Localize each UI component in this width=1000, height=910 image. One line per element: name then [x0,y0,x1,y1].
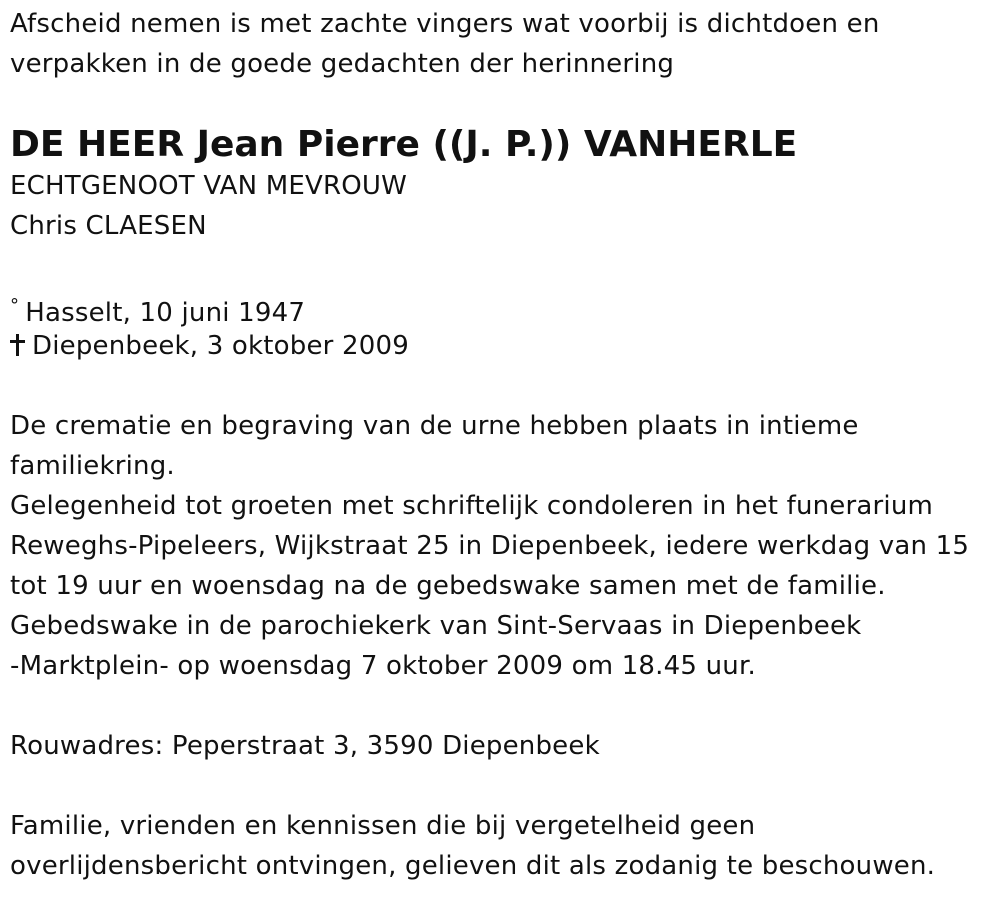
death-text: Diepenbeek, 3 oktober 2009 [32,331,409,361]
spouse-name: Chris CLAESEN [10,211,207,241]
obituary-notice [10,4,985,886]
spacer [10,366,985,406]
intro-line: verpakken in de goede gedachten der herinnering [10,49,675,79]
ceremony-line: tot 19 uur en woensdag na de gebedswake samen met de familie. [10,571,886,601]
spouse-relation: ECHTGENOOT VAN MEVROUW [10,171,408,201]
spacer [10,766,985,806]
intro-line: Afscheid nemen is met zachte vingers wat voorbij is dichtdoen en [10,9,880,39]
cross-icon [10,334,24,356]
mourning-address: Rouwadres: Peperstraat 3, 3590 Diepenbeek [10,731,600,761]
ceremony-details [10,406,985,686]
spacer [10,84,985,124]
ceremony-line: familiekring. [10,451,175,481]
closing-note [10,806,985,886]
ceremony-line: De crematie en begraving van de urne hebben plaats in intieme [10,411,859,441]
ceremony-line: Reweghs-Pipeleers, Wijkstraat 25 in Diepenbeek, iedere werkdag van 15 [10,531,970,561]
spacer [10,246,985,286]
birth-icon: ° [10,295,20,316]
deceased-name: DE HEER Jean Pierre ((J. P.)) VANHERLE [10,124,798,165]
life-dates [10,286,985,366]
ceremony-line: Gebedswake in de parochiekerk van Sint-Servaas in Diepenbeek [10,611,862,641]
birth-line [10,286,985,326]
death-line [10,326,985,366]
closing-line: Familie, vrienden en kennissen die bij vergetelheid geen [10,811,756,841]
intro-verse [10,4,985,84]
spacer [10,686,985,726]
spouse-block [10,166,985,246]
ceremony-line: Gelegenheid tot groeten met schriftelijk condoleren in het funerarium [10,491,934,521]
ceremony-line: -Marktplein- op woensdag 7 oktober 2009 om 18.45 uur. [10,651,756,681]
birth-text: Hasselt, 10 juni 1947 [25,298,306,328]
closing-line: overlijdensbericht ontvingen, gelieven dit als zodanig te beschouwen. [10,851,936,881]
